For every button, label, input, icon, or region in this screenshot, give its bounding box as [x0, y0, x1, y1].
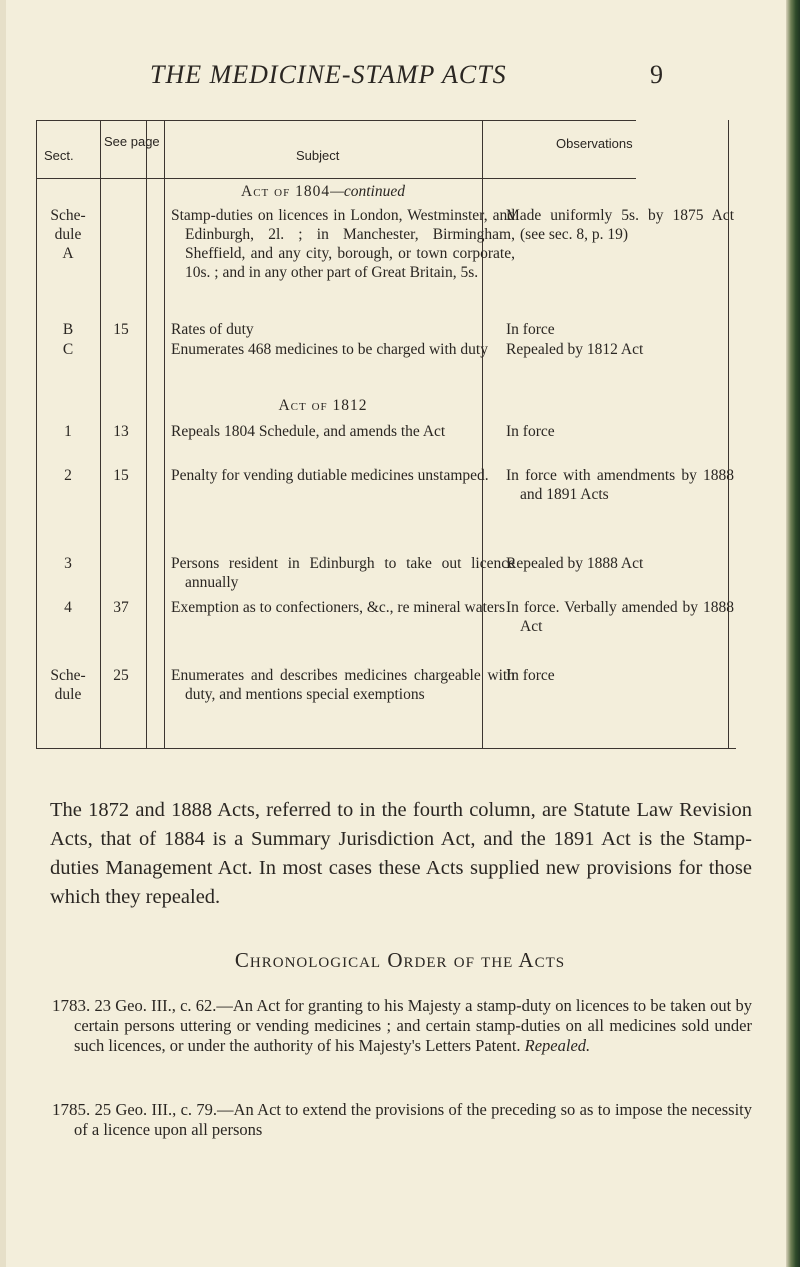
- col-line-3: [146, 120, 147, 748]
- chronology-entry: [52, 996, 752, 1056]
- chronology-entry: [52, 1100, 752, 1140]
- row-subject: Rates of duty: [171, 321, 254, 338]
- row-observation: In force. Verbally amended by 1888 Act: [506, 599, 734, 635]
- row-page: 25: [113, 667, 129, 684]
- entry-year: 1785.: [52, 1100, 91, 1119]
- row-observation: In force: [506, 667, 555, 684]
- table-bottom-rule: [36, 748, 736, 749]
- running-title: THE MEDICINE-STAMP ACTS: [150, 60, 507, 89]
- entry-status: Repealed.: [524, 1036, 591, 1055]
- row-page: 15: [113, 321, 129, 338]
- row-sect: 1: [64, 423, 72, 440]
- row-sect: C: [62, 341, 74, 358]
- row-sect: B: [62, 321, 74, 338]
- page-left-edge: [0, 0, 6, 1267]
- page-number: 9: [650, 60, 664, 89]
- row-subject: Stamp-duties on licences in London, Westminster, and Edinburgh, 2l. ; in Manchester, Birmingham, Sheffield, and any city, borough, or town corporate, 10s. ; and in any other part of Great Britain, 5s.: [171, 207, 515, 281]
- header-subject: Subject: [296, 148, 340, 163]
- row-observation: Made uniformly 5s. by 1875 Act (see sec. 8, p. 19): [506, 207, 734, 243]
- book-binding-edge: [786, 0, 800, 1267]
- row-subject: Exemption as to confectioners, &c., re mineral waters: [171, 599, 505, 616]
- entry-text: 23 Geo. III., c. 62.—An Act for granting to his Majesty a stamp-duty on licences to be taken out by certain persons uttering or vending medicines ; and certain stamp-duties on all medicines sold under such licences, or under the authority of his Majesty's Letters Patent.: [74, 996, 752, 1055]
- row-sect: Sche-dule A: [50, 207, 86, 262]
- row-sect: 3: [64, 555, 72, 572]
- section-1804-continued: —continued: [330, 183, 405, 200]
- row-observation: In force: [506, 321, 555, 338]
- row-page: 13: [113, 423, 129, 440]
- row-sect: 2: [64, 467, 72, 484]
- row-observation: In force with amendments by 1888 and 1891 Acts: [506, 467, 734, 503]
- section-1804-title: Act of 1804: [241, 183, 331, 200]
- section-heading-1812: Act of 1812: [278, 397, 368, 414]
- row-observation: Repealed by 1812 Act: [506, 341, 644, 358]
- table-top-rule: [36, 120, 636, 121]
- col-line-1: [36, 120, 37, 748]
- row-observation: In force: [506, 423, 555, 440]
- chronology-heading: Chronological Order of the Acts: [234, 948, 566, 972]
- row-page: 37: [113, 599, 129, 616]
- col-line-4: [164, 120, 165, 748]
- header-observations: Observations: [556, 136, 633, 151]
- acts-table: [36, 120, 736, 750]
- col-line-2: [100, 120, 101, 748]
- section-heading-1804: [164, 182, 482, 201]
- entry-year: 1783.: [52, 996, 91, 1015]
- row-page: 15: [113, 467, 129, 484]
- header-rule: [36, 178, 636, 179]
- row-sect: Sche-dule: [50, 667, 86, 703]
- row-subject: Persons resident in Edinburgh to take out licence annually: [171, 555, 515, 591]
- entry-text: 25 Geo. III., c. 79.—An Act to extend the provisions of the preceding so as to impose the necessity of a licence upon all persons: [74, 1100, 753, 1139]
- header-see-page: See page: [104, 134, 160, 149]
- explanatory-paragraph: The 1872 and 1888 Acts, referred to in the fourth column, are Statute Law Revision Acts, that of 1884 is a Summary Jurisdiction Act, and the 1891 Act is the Stamp-duties Management Act. In most cases these Acts supplied new provisions for those which they repealed.: [50, 799, 752, 908]
- row-subject: Enumerates 468 medicines to be charged with duty: [171, 341, 488, 358]
- row-subject: Enumerates and describes medicines chargeable with duty, and mentions special exemptions: [171, 667, 515, 703]
- row-subject: Repeals 1804 Schedule, and amends the Act: [171, 423, 446, 440]
- row-subject: Penalty for vending dutiable medicines unstamped.: [171, 467, 489, 484]
- row-observation: Repealed by 1888 Act: [506, 555, 644, 572]
- row-sect: 4: [64, 599, 72, 616]
- header-sect: Sect.: [44, 148, 74, 163]
